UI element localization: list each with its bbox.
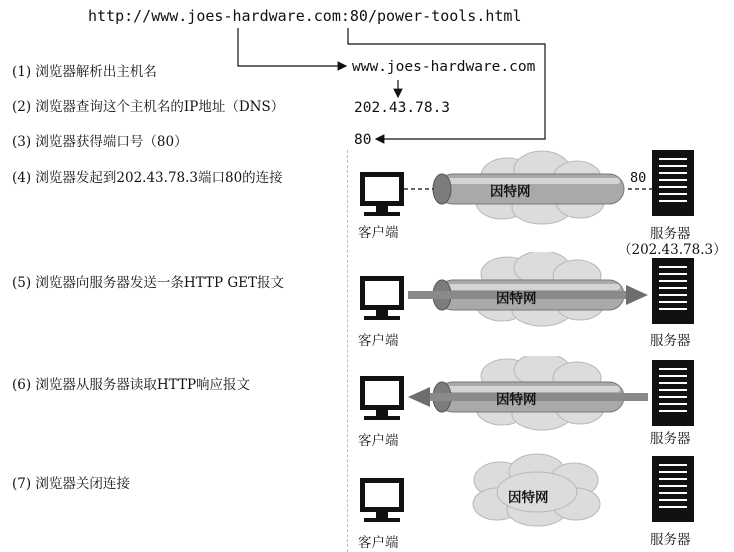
server-ip-label: （202.43.78.3） [618,242,727,258]
server-label: 服务器 [650,532,691,548]
server-rack-icon [652,456,694,522]
server-rack-icon [652,150,694,216]
step-7: (7) 浏览器关闭连接 [12,476,130,492]
client-label: 客户端 [358,225,399,241]
client-label: 客户端 [358,535,399,551]
step-3: (3) 浏览器获得端口号（80） [12,134,188,150]
server-label: 服务器 [650,333,691,349]
server-rack-icon [652,258,694,324]
step-4: (4) 浏览器发起到202.43.78.3端口80的连接 [12,170,283,186]
server-rack-icon [652,360,694,426]
internet-label: 因特网 [496,291,537,307]
port-arrow [348,28,545,139]
internet-label: 因特网 [496,392,537,408]
client-computer-icon [360,376,404,420]
client-label: 客户端 [358,433,399,449]
server-label: 服务器 [650,226,691,242]
url-port: 80 [349,7,368,25]
client-computer-icon [360,276,404,320]
client-computer-icon [360,172,404,216]
host-arrow [238,28,346,66]
internet-label: 因特网 [490,184,531,200]
client-computer-icon [360,478,404,522]
step-1: (1) 浏览器解析出主机名 [12,64,157,80]
url-path: /power-tools.html [367,7,522,25]
step-6: (6) 浏览器从服务器读取HTTP响应报文 [12,377,251,393]
url-host: www.joes-hardware.com [151,7,341,25]
step-5: (5) 浏览器向服务器发送一条HTTP GET报文 [12,275,284,291]
server-port-label: 80 [630,170,647,186]
internet-label: 因特网 [508,490,549,506]
resolved-ip: 202.43.78.3 [354,100,451,116]
url-scheme: http:// [88,7,152,25]
resolved-hostname: www.joes-hardware.com [352,59,536,75]
client-label: 客户端 [358,333,399,349]
url-colon: : [340,7,350,25]
resolved-port: 80 [354,132,372,148]
step-2: (2) 浏览器查询这个主机名的IP地址（DNS） [12,99,285,115]
server-label: 服务器 [650,431,691,447]
